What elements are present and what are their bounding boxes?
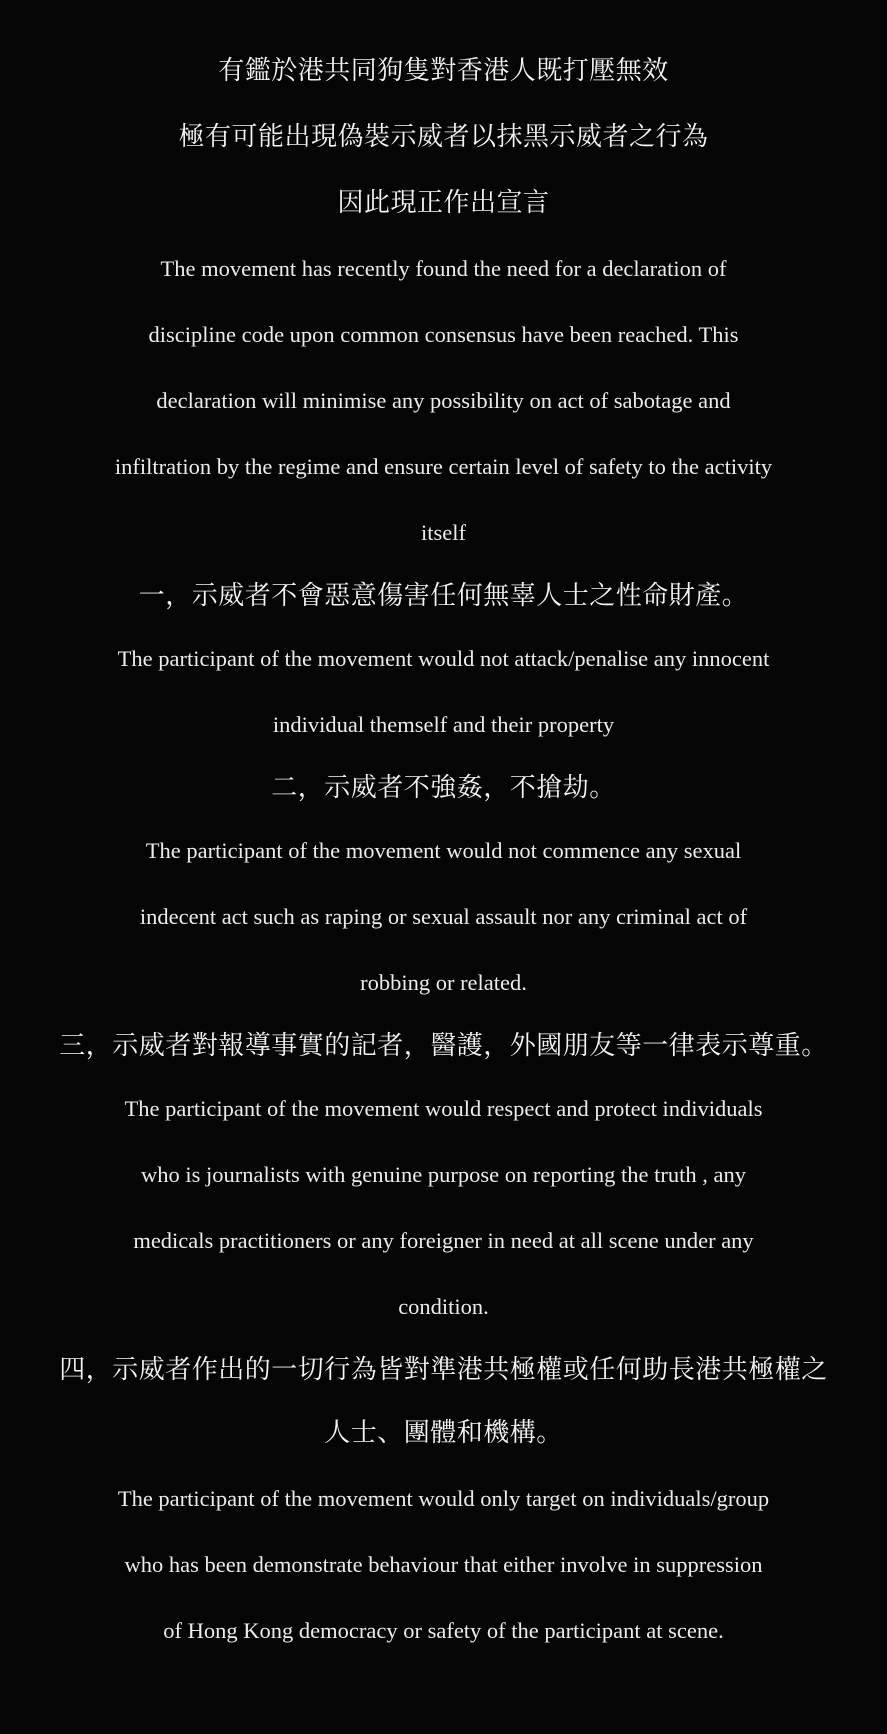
rule-en-line: robbing or related. <box>360 970 527 995</box>
header-zh-line: 因此現正作出宣言 <box>337 188 550 218</box>
rule-en-line: The participant of the movement would only target on individuals/group <box>117 1486 770 1511</box>
header-zh-line: 有鑑於港共同狗隻對香港人既打壓無效 <box>218 56 669 86</box>
header-en-line: The movement has recently found the need for a declaration of <box>160 256 727 281</box>
rule-4 <box>22 1340 865 1664</box>
rule-zh-line: 人士、團體和機構。 <box>324 1418 563 1448</box>
rule-en-line: who has been demonstrate behaviour that either involve in suppression <box>124 1552 763 1577</box>
rule-en-line: indecent act such as raping or sexual assault nor any criminal act of <box>139 904 748 929</box>
rule-1 <box>22 566 865 758</box>
rule-3 <box>22 1016 865 1340</box>
rule-zh-line: 二，示威者不強姦，不搶劫。 <box>271 773 616 803</box>
rule-en-line: who is journalists with genuine purpose on reporting the truth , any <box>141 1162 746 1187</box>
rule-zh-line: 四，示威者作出的一切行為皆對準港共極權或任何助長港共極權之 <box>59 1355 828 1385</box>
rule-en-line: individual themself and their property <box>272 712 615 737</box>
rule-en-line: condition. <box>398 1294 489 1319</box>
rule-en-line: The participant of the movement would respect and protect individuals <box>124 1096 763 1121</box>
rule-en-line: of Hong Kong democracy or safety of the participant at scene. <box>163 1618 724 1643</box>
header-en-line: infiltration by the regime and ensure certain level of safety to the activity <box>114 454 773 479</box>
rule-en-line: medicals practitioners or any foreigner in need at all scene under any <box>133 1228 754 1253</box>
header-section <box>22 38 865 566</box>
rule-en-line: The participant of the movement would not attack/penalise any innocent <box>117 646 770 671</box>
header-en-line: itself <box>421 520 466 545</box>
header-en-line: discipline code upon common consensus have been reached. This <box>148 322 739 347</box>
header-zh-line: 極有可能出現偽裝示威者以抹黑示威者之行為 <box>178 122 709 152</box>
rule-zh-line: 三，示威者對報導事實的記者，醫護，外國朋友等一律表示尊重。 <box>59 1031 828 1061</box>
rule-en-line: The participant of the movement would not commence any sexual <box>145 838 742 863</box>
rule-zh-line: 一，示威者不會惡意傷害任何無辜人士之性命財產。 <box>138 581 749 611</box>
rule-2 <box>22 758 865 1016</box>
header-en-line: declaration will minimise any possibility on act of sabotage and <box>156 388 731 413</box>
